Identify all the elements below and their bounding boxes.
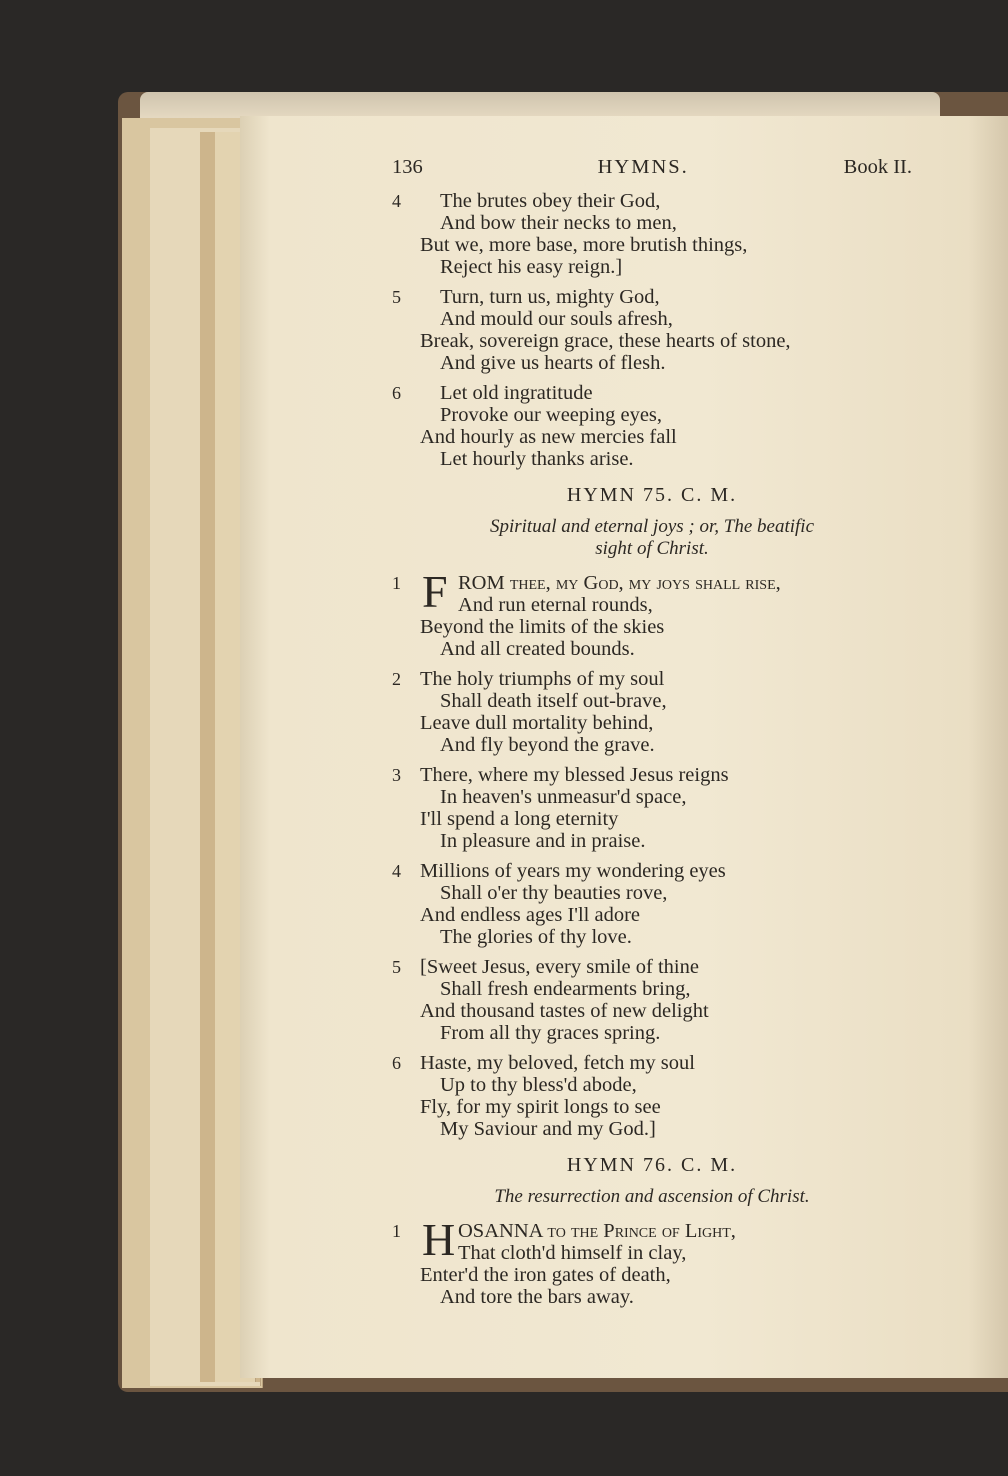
- verse-line: And give us hearts of flesh.: [440, 352, 666, 374]
- verse-line: And tore the bars away.: [440, 1286, 634, 1308]
- verse-line: Shall fresh endearments bring,: [440, 978, 691, 1000]
- stanza-number: 4: [392, 861, 401, 881]
- verse-line: Up to thy bless'd abode,: [440, 1074, 637, 1096]
- verse-line: And fly beyond the grave.: [440, 734, 655, 756]
- stanza-number: 1: [392, 1221, 401, 1241]
- verse-line: And hourly as new mercies fall: [420, 426, 677, 448]
- stanza-number: 6: [392, 1053, 401, 1073]
- verse-line: Turn, turn us, mighty God,: [440, 286, 660, 308]
- verse-line: Let hourly thanks arise.: [440, 448, 634, 470]
- stanza: [392, 1214, 912, 1308]
- verse-line: The glories of thy love.: [440, 926, 632, 948]
- verse-line: And mould our souls afresh,: [440, 308, 673, 330]
- verse-line: But we, more base, more brutish things,: [420, 234, 748, 256]
- page-content: [392, 156, 912, 1316]
- book-label: Book II.: [843, 156, 912, 178]
- stanza: [392, 286, 912, 374]
- hymn-title: HYMN 75. C. M.: [566, 484, 738, 506]
- verse-line: And bow their necks to men,: [440, 212, 677, 234]
- verse-line: And run eternal rounds,: [458, 594, 653, 616]
- verse-line: Beyond the limits of the skies: [420, 616, 665, 638]
- verse-line: Enter'd the iron gates of death,: [420, 1264, 671, 1286]
- stanza: [392, 860, 912, 948]
- stanza-number: 5: [392, 957, 401, 977]
- running-header: [392, 156, 912, 190]
- verse-line: Reject his easy reign.]: [440, 256, 623, 278]
- hymn-subtitle: The resurrection and ascension of Christ.: [494, 1186, 810, 1207]
- verse-line: Shall o'er thy beauties rove,: [440, 882, 668, 904]
- verse-line: I'll spend a long eternity: [420, 808, 619, 830]
- hymn-subtitle: [392, 516, 912, 560]
- verse-line: There, where my blessed Jesus reigns: [420, 764, 729, 786]
- verse-line: ROM thee, my God, my joys shall rise,: [458, 572, 781, 594]
- verse-line: Break, sovereign grace, these hearts of stone,: [420, 330, 791, 352]
- drop-cap: H: [422, 1214, 456, 1265]
- page-number: 136: [392, 156, 423, 178]
- stanza: [392, 566, 912, 660]
- page-shadow: [968, 116, 1008, 1378]
- stanza-number: 4: [392, 191, 401, 211]
- verse-line: OSANNA to the Prince of Light,: [458, 1220, 736, 1242]
- hymn-subtitle-line: Spiritual and eternal joys ; or, The beatific: [489, 516, 815, 537]
- stanza: [392, 190, 912, 278]
- stanza: [392, 956, 912, 1044]
- hymn-subtitle-line: sight of Christ.: [595, 538, 709, 559]
- verse-line: Shall death itself out-brave,: [440, 690, 667, 712]
- hymn-title: HYMN 76. C. M.: [566, 1154, 738, 1176]
- verse-line: That cloth'd himself in clay,: [458, 1242, 687, 1264]
- stanza-number: 2: [392, 669, 401, 689]
- verse-line: Let old ingratitude: [440, 382, 593, 404]
- verse-line: In heaven's unmeasur'd space,: [440, 786, 687, 808]
- stanza-number: 6: [392, 383, 401, 403]
- verse-line: And all created bounds.: [440, 638, 635, 660]
- stanza: [392, 382, 912, 470]
- drop-cap: F: [422, 566, 448, 617]
- verse-line: In pleasure and in praise.: [440, 830, 646, 852]
- stanza: [392, 668, 912, 756]
- verse-line: Haste, my beloved, fetch my soul: [420, 1052, 695, 1074]
- verse-line: From all thy graces spring.: [440, 1022, 661, 1044]
- verse-line: And thousand tastes of new delight: [420, 1000, 709, 1022]
- verse-line: The holy triumphs of my soul: [420, 668, 665, 690]
- running-title: HYMNS.: [597, 156, 689, 178]
- stanza: [392, 764, 912, 852]
- verse-line: Leave dull mortality behind,: [420, 712, 654, 734]
- stanza: [392, 1052, 912, 1140]
- verse-line: The brutes obey their God,: [440, 190, 661, 212]
- verse-line: And endless ages I'll adore: [420, 904, 641, 926]
- stanza-number: 3: [392, 765, 401, 785]
- verse-line: Fly, for my spirit longs to see: [420, 1096, 661, 1118]
- stanza-number: 1: [392, 573, 401, 593]
- verse-line: Millions of years my wondering eyes: [420, 860, 726, 882]
- stanza-number: 5: [392, 287, 401, 307]
- verse-line: My Saviour and my God.]: [440, 1118, 656, 1140]
- verse-line: Provoke our weeping eyes,: [440, 404, 663, 426]
- verse-line: [Sweet Jesus, every smile of thine: [420, 956, 699, 978]
